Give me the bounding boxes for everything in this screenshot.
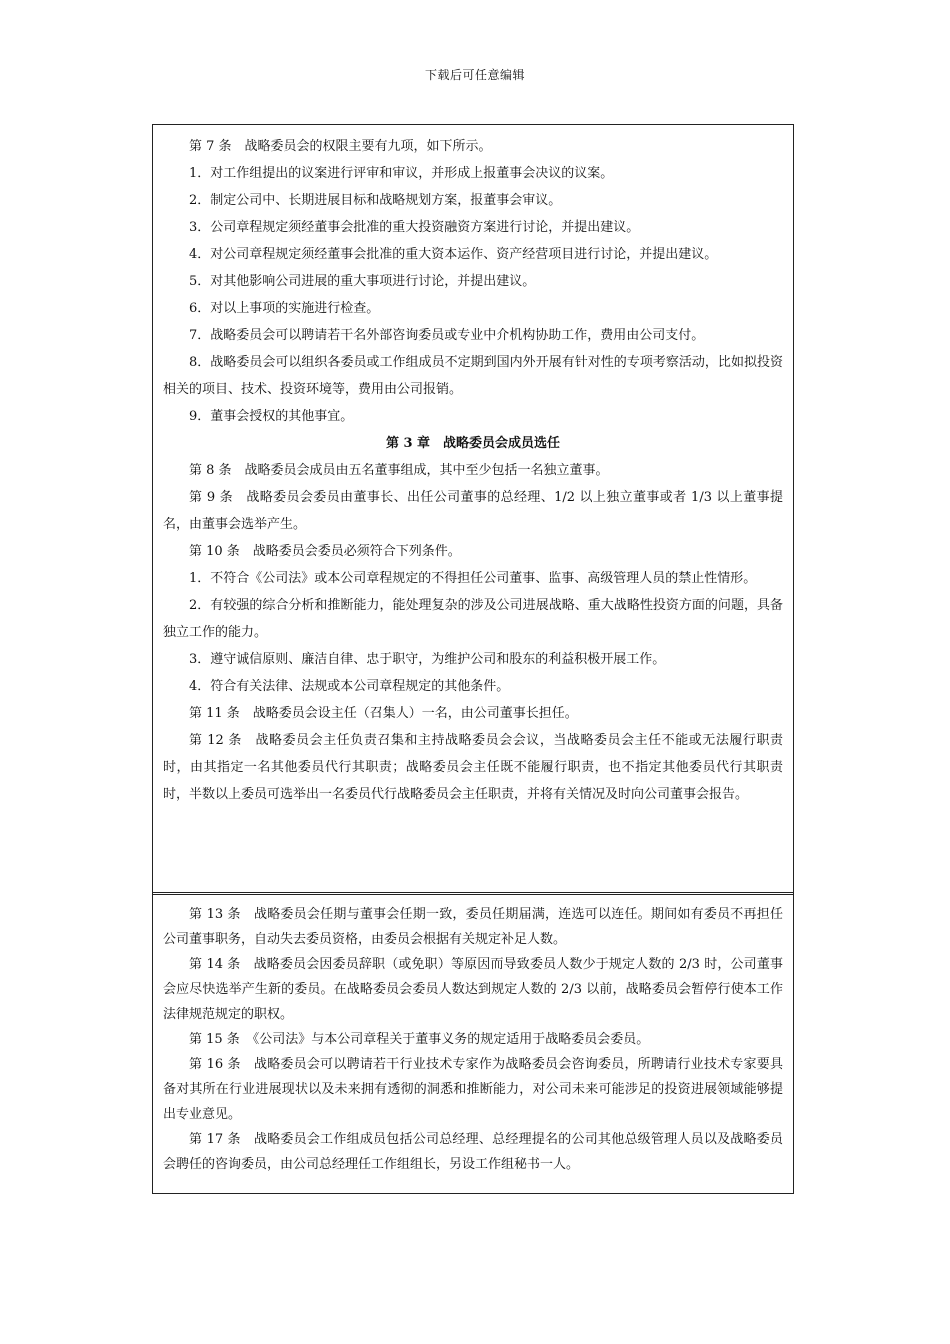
article-box-2: [152, 892, 794, 1194]
article-13: 第 13 条 战略委员会任期与董事会任期一致，委员任期届满，连选可以连任。期间如有委员不再担任公司董事职务，自动失去委员资格，由委员会根据有关规定补足人数。: [163, 907, 783, 947]
list-item-6: 6．对以上事项的实施进行检查。: [189, 301, 380, 316]
condition-item-2: 2．有较强的综合分析和推断能力，能处理复杂的涉及公司进展战略、重大战略性投资方面的问题，具备独立工作的能力。: [163, 598, 783, 640]
list-item-4: 4．对公司章程规定须经董事会批准的重大资本运作、资产经营项目进行讨论，并提出建议。: [189, 247, 718, 262]
article-14: 第 14 条 战略委员会因委员辞职（或免职）等原因而导致委员人数少于规定人数的 2/3 时，公司董事会应尽快选举产生新的委员。在战略委员会委员人数达到规定人数的 2/3 以前，战略委员会暂停行使本工作法律规范规定的职权。: [163, 957, 783, 1022]
article-17: 第 17 条 战略委员会工作组成员包括公司总经理、总经理提名的公司其他总级管理人员以及战略委员会聘任的咨询委员，由公司总经理任工作组组长，另设工作组秘书一人。: [163, 1132, 783, 1172]
condition-item-3: 3．遵守诚信原则、廉洁自律、忠于职守，为维护公司和股东的利益积极开展工作。: [189, 652, 666, 667]
article-box-1: [152, 124, 794, 895]
article-11: 第 11 条 战略委员会设主任（召集人）一名，由公司董事长担任。: [189, 706, 578, 721]
article-8: 第 8 条 战略委员会成员由五名董事组成，其中至少包括一名独立董事。: [189, 463, 609, 478]
chapter-title: 第 3 章 战略委员会成员选任: [385, 436, 561, 451]
list-item-7: 7．战略委员会可以聘请若干名外部咨询委员或专业中介机构协助工作，费用由公司支付。: [189, 328, 705, 343]
list-item-1: 1．对工作组提出的议案进行评审和审议，并形成上报董事会决议的议案。: [189, 166, 614, 181]
list-item-8: 8．战略委员会可以组织各委员或工作组成员不定期到国内外开展有针对性的专项考察活动，比如拟投资相关的项目、技术、投资环境等，费用由公司报销。: [163, 355, 783, 397]
article-10: 第 10 条 战略委员会委员必须符合下列条件。: [189, 544, 461, 559]
list-item-3: 3．公司章程规定须经董事会批准的重大投资融资方案进行讨论，并提出建议。: [189, 220, 640, 235]
list-item-5: 5．对其他影响公司进展的重大事项进行讨论，并提出建议。: [189, 274, 536, 289]
article-7: 第 7 条 战略委员会的权限主要有九项，如下所示。: [189, 139, 492, 154]
article-15: 第 15 条 《公司法》与本公司章程关于董事义务的规定适用于战略委员会委员。: [189, 1032, 650, 1047]
condition-item-1: 1．不符合《公司法》或本公司章程规定的不得担任公司董事、监事、高级管理人员的禁止性情形。: [189, 571, 757, 586]
condition-item-4: 4．符合有关法律、法规或本公司章程规定的其他条件。: [189, 679, 510, 694]
article-12: 第 12 条 战略委员会主任负责召集和主持战略委员会会议，当战略委员会主任不能或无法履行职责时，由其指定一名其他委员代行其职责；战略委员会主任既不能履行职责，也不指定其他委员代行其职责时，半数以上委员可选举出一名委员代行战略委员会主任职责，并将有关情况及时向公司董事会报告。: [163, 733, 783, 802]
list-item-9: 9．董事会授权的其他事宜。: [189, 409, 354, 424]
page-header-note: 下载后可任意编辑: [424, 68, 525, 82]
article-9: 第 9 条 战略委员会委员由董事长、出任公司董事的总经理、1/2 以上独立董事或者 1/3 以上董事提名，由董事会选举产生。: [163, 490, 783, 532]
article-16: 第 16 条 战略委员会可以聘请若干行业技术专家作为战略委员会咨询委员，所聘请行业技术专家要具备对其所在行业进展现状以及未来拥有透彻的洞悉和推断能力，对公司未来可能涉足的投资进展领域能够提出专业意见。: [163, 1057, 783, 1122]
list-item-2: 2．制定公司中、长期进展目标和战略规划方案，报董事会审议。: [189, 193, 562, 208]
